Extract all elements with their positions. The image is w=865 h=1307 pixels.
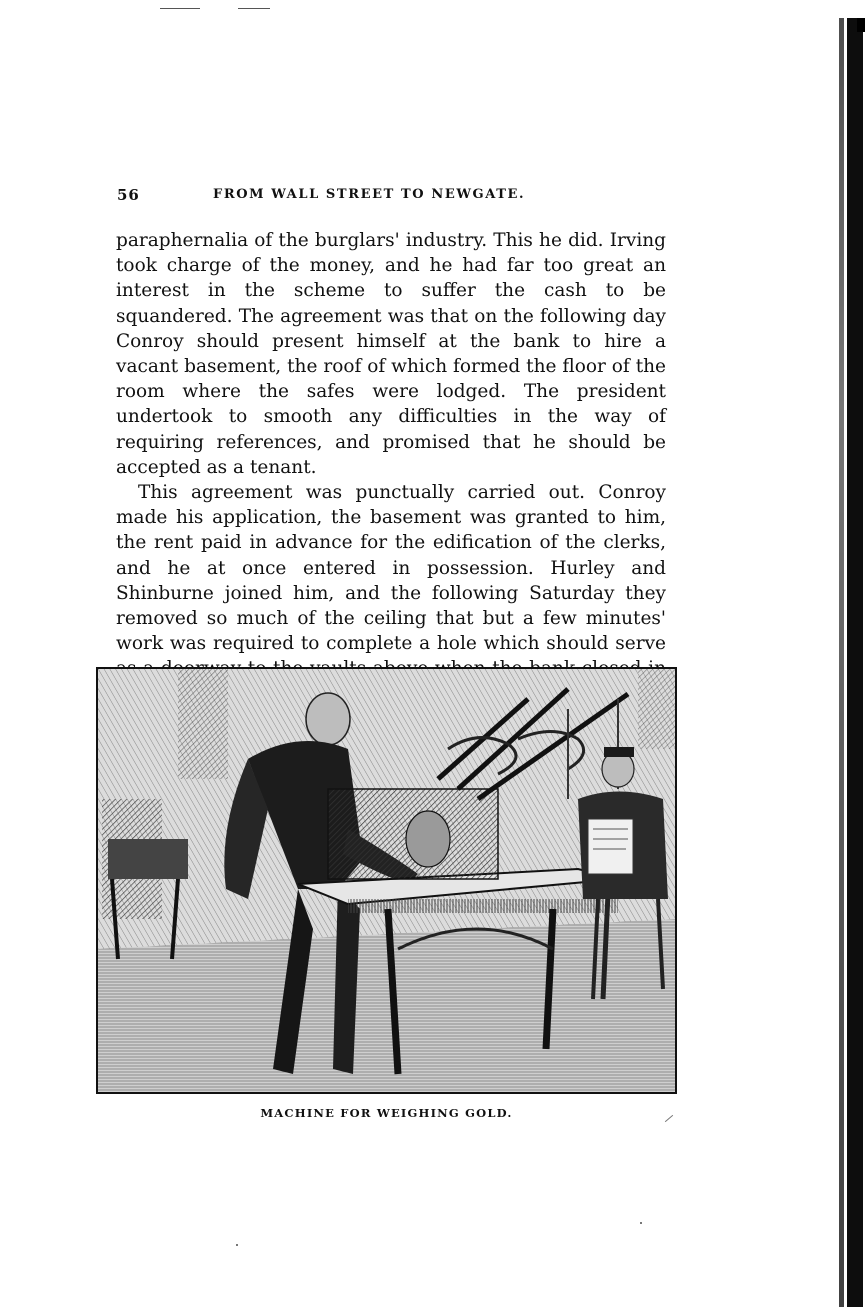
- paragraph-2: This agreement was punctually carried out. Conroy made his application, the basement was granted to him, the rent paid in advance for the edification of the clerks, and he at once entered in possession. Hurley and Shinburne joined him, and the following Saturday they removed so much of the ceiling that but a few minutes' work was required to complete a hole which should serve: [116, 482, 666, 655]
- illustration-caption: MACHINE FOR WEIGHING GOLD.: [260, 1106, 513, 1120]
- running-head: [117, 186, 617, 208]
- running-title: FROM WALL STREET TO NEWGATE.: [213, 187, 526, 202]
- binding-gutter: [795, 0, 865, 1307]
- paragraph-1: paraphernalia of the burglars' industry. This he did. Irving took charge of the money, and he had far too great an interest in the scheme to suffer the cash to be squandered. The agreement was that on the following day Conroy should present himself at the bank to hire a vacant basement, the roof of which formed the floor of the room where the safes were lodged. The president undertook to smooth any difficulties in the way of requiring references, and promised that he should be accepted as a tenant.: [116, 230, 666, 478]
- scan-marks: [160, 6, 280, 12]
- page-number: 56: [117, 186, 140, 204]
- engraving-image: [98, 669, 675, 1092]
- body-text: [116, 228, 666, 707]
- engraving-illustration: [96, 667, 677, 1094]
